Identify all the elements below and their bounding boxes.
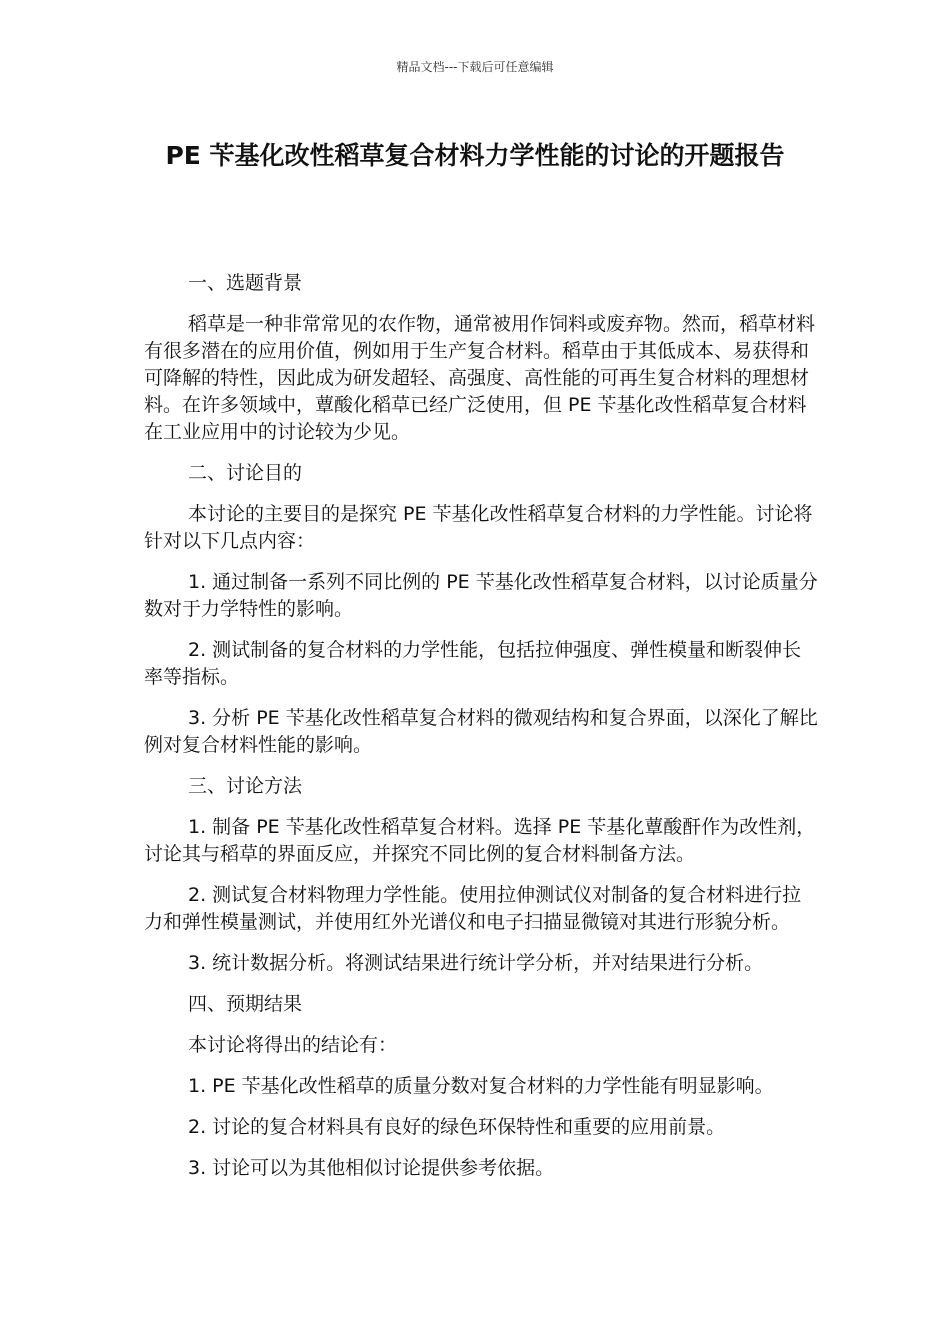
section-heading-purpose: 二、讨论目的 <box>188 462 303 484</box>
section-heading-background: 一、选题背景 <box>188 272 303 294</box>
method-item-3: 3. 统计数据分析。将测试结果进行统计学分析，并对结果进行分析。 <box>188 952 764 974</box>
purpose-item-1: 1. 通过制备一系列不同比例的 PE 苄基化改性稻草复合材料，以讨论质量分数对于力学特性的影响。 <box>144 571 818 620</box>
paragraph-background: 稻草是一种非常常见的农作物，通常被用作饲料或废弃物。然而，稻草材料有很多潜在的应用价值，例如用于生产复合材料。稻草由于其低成本、易获得和可降解的特性，因此成为研发超轻、高强度、高性能的可再生复合材料的理想材料。在许多领域中，蕈酸化稻草已经广泛使用，但 PE 苄基化改性稻草复合材料在工业应用中的讨论较为少见。 <box>144 313 816 443</box>
paragraph-purpose-intro: 本讨论的主要目的是探究 PE 苄基化改性稻草复合材料的力学性能。讨论将针对以下几点内容： <box>144 503 813 552</box>
result-item-1: 1. PE 苄基化改性稻草的质量分数对复合材料的力学性能有明显影响。 <box>188 1075 774 1097</box>
header-note: 精品文档---下载后可任意编辑 <box>396 60 554 74</box>
document-title: PE 苄基化改性稻草复合材料力学性能的讨论的开题报告 <box>165 141 785 170</box>
purpose-item-3: 3. 分析 PE 苄基化改性稻草复合材料的微观结构和复合界面，以深化了解比例对复合材料性能的影响。 <box>144 707 818 756</box>
method-item-1: 1. 制备 PE 苄基化改性稻草复合材料。选择 PE 苄基化蕈酸酐作为改性剂，讨论其与稻草的界面反应，并探究不同比例的复合材料制备方法。 <box>144 816 816 865</box>
purpose-item-2: 2. 测试制备的复合材料的力学性能，包括拉伸强度、弹性模量和断裂伸长率等指标。 <box>144 639 802 688</box>
result-item-2: 2. 讨论的复合材料具有良好的绿色环保特性和重要的应用前景。 <box>188 1116 726 1138</box>
method-item-2: 2. 测试复合材料物理力学性能。使用拉伸测试仪对制备的复合材料进行拉力和弹性模量测试，并使用红外光谱仪和电子扫描显微镜对其进行形貌分析。 <box>144 884 802 933</box>
result-item-3: 3. 讨论可以为其他相似讨论提供参考依据。 <box>188 1157 555 1179</box>
section-heading-results: 四、预期结果 <box>188 993 303 1015</box>
results-intro: 本讨论将得出的结论有： <box>188 1034 398 1056</box>
section-heading-method: 三、讨论方法 <box>188 775 303 797</box>
document-body <box>144 270 820 1182</box>
